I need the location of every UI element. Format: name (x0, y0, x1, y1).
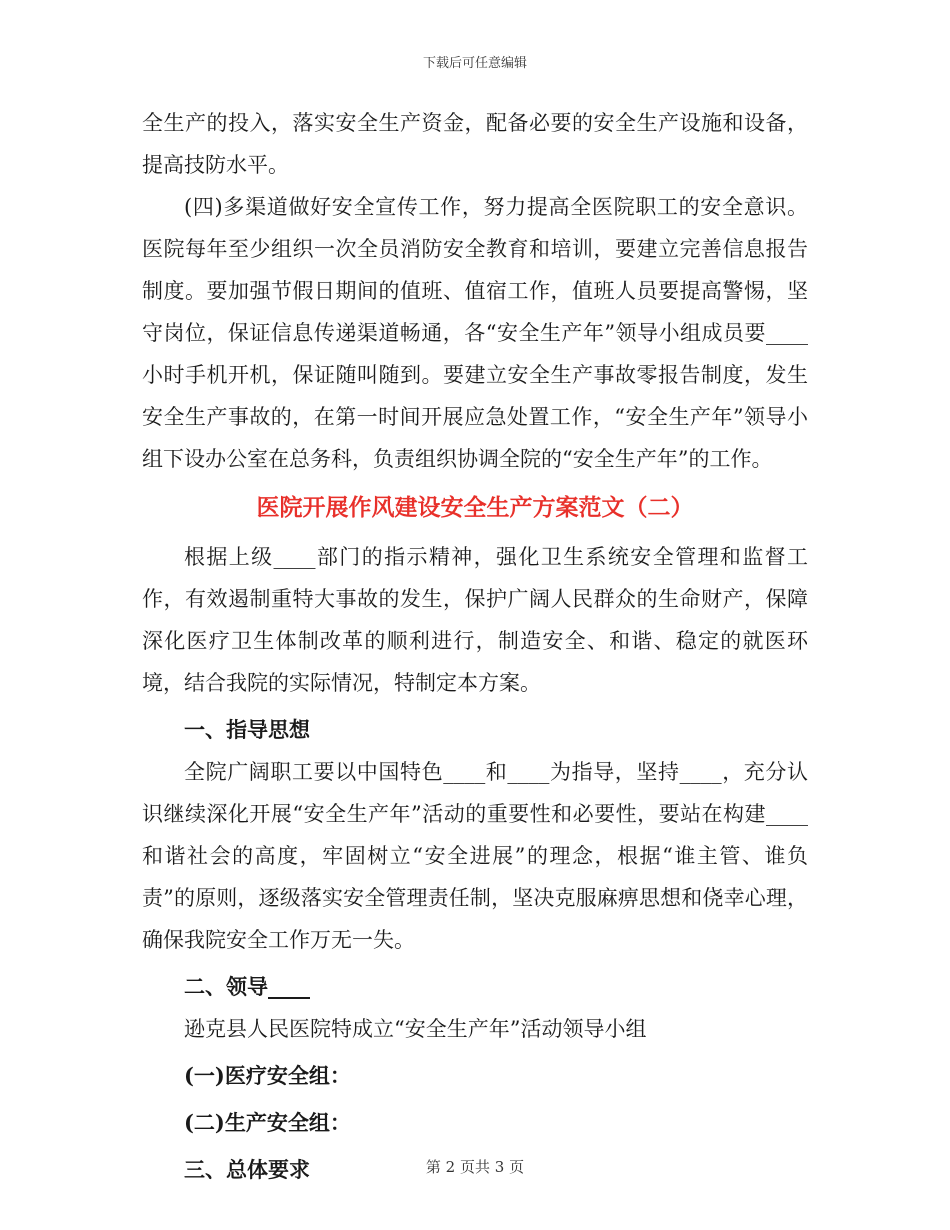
heading-overall-requirements: 三、总体要求 (184, 1157, 310, 1182)
heading-leadership: 二、领导____ (184, 974, 310, 999)
paragraph-safety-publicity: (四)多渠道做好安全宣传工作，努力提高全医院职工的安全意识。医院每年至少组织一次全员消防安全教育和培训，要建立完善信息报告制度。要加强节假日期间的值班、值宿工作，值班人员要提高警惕，坚守岗位，保证信息传递渠道畅通，各“安全生产年”领导小组成员要____小时手机开机，保证随叫随到。要建立安全生产事故零报告制度，发生安全生产事故的，在第一时间开展应急处置工作，“安全生产年”领导小组下设办公室在总务科，负责组织协调全院的“安全生产年”的工作。 (142, 195, 808, 471)
page-header: 下载后可任意编辑 (422, 56, 527, 71)
document-title: 医院开展作风建设安全生产方案范文（二） (256, 494, 694, 521)
page-number: 第 2 页共 3 页 (425, 1158, 525, 1176)
document-body (142, 102, 808, 1191)
paragraph-investment: 全生产的投入，落实安全生产资金，配备必要的安全生产设施和设备，提高技防水平。 (142, 111, 808, 177)
heading-production-safety-group: (二)生产安全组： (184, 1110, 351, 1135)
paragraph-guiding-thought: 全院广阔职工要以中国特色____和____为指导，坚持____，充分认识继续深化开展“安全生产年”活动的重要性和必要性，要站在构建____和谐社会的高度，牢固树立“安全进展”的理念，根据“谁主管、谁负责”的原则，逐级落实安全管理责任制，坚决克服麻痹思想和侥幸心理，确保我院安全工作万无一失。 (142, 760, 808, 952)
paragraph-intro: 根据上级____部门的指示精神，强化卫生系统安全管理和监督工作，有效遏制重特大事故的发生，保护广阔人民群众的生命财产，保障深化医疗卫生体制改革的顺利进行，制造安全、和谐、稳定的就医环境，结合我院的实际情况，特制定本方案。 (142, 545, 808, 695)
heading-medical-safety-group: (一)医疗安全组： (184, 1063, 351, 1088)
paragraph-leadership-group: 逊克县人民医院特成立“安全生产年”活动领导小组 (184, 1017, 647, 1041)
heading-guiding-thought: 一、指导思想 (184, 717, 310, 742)
